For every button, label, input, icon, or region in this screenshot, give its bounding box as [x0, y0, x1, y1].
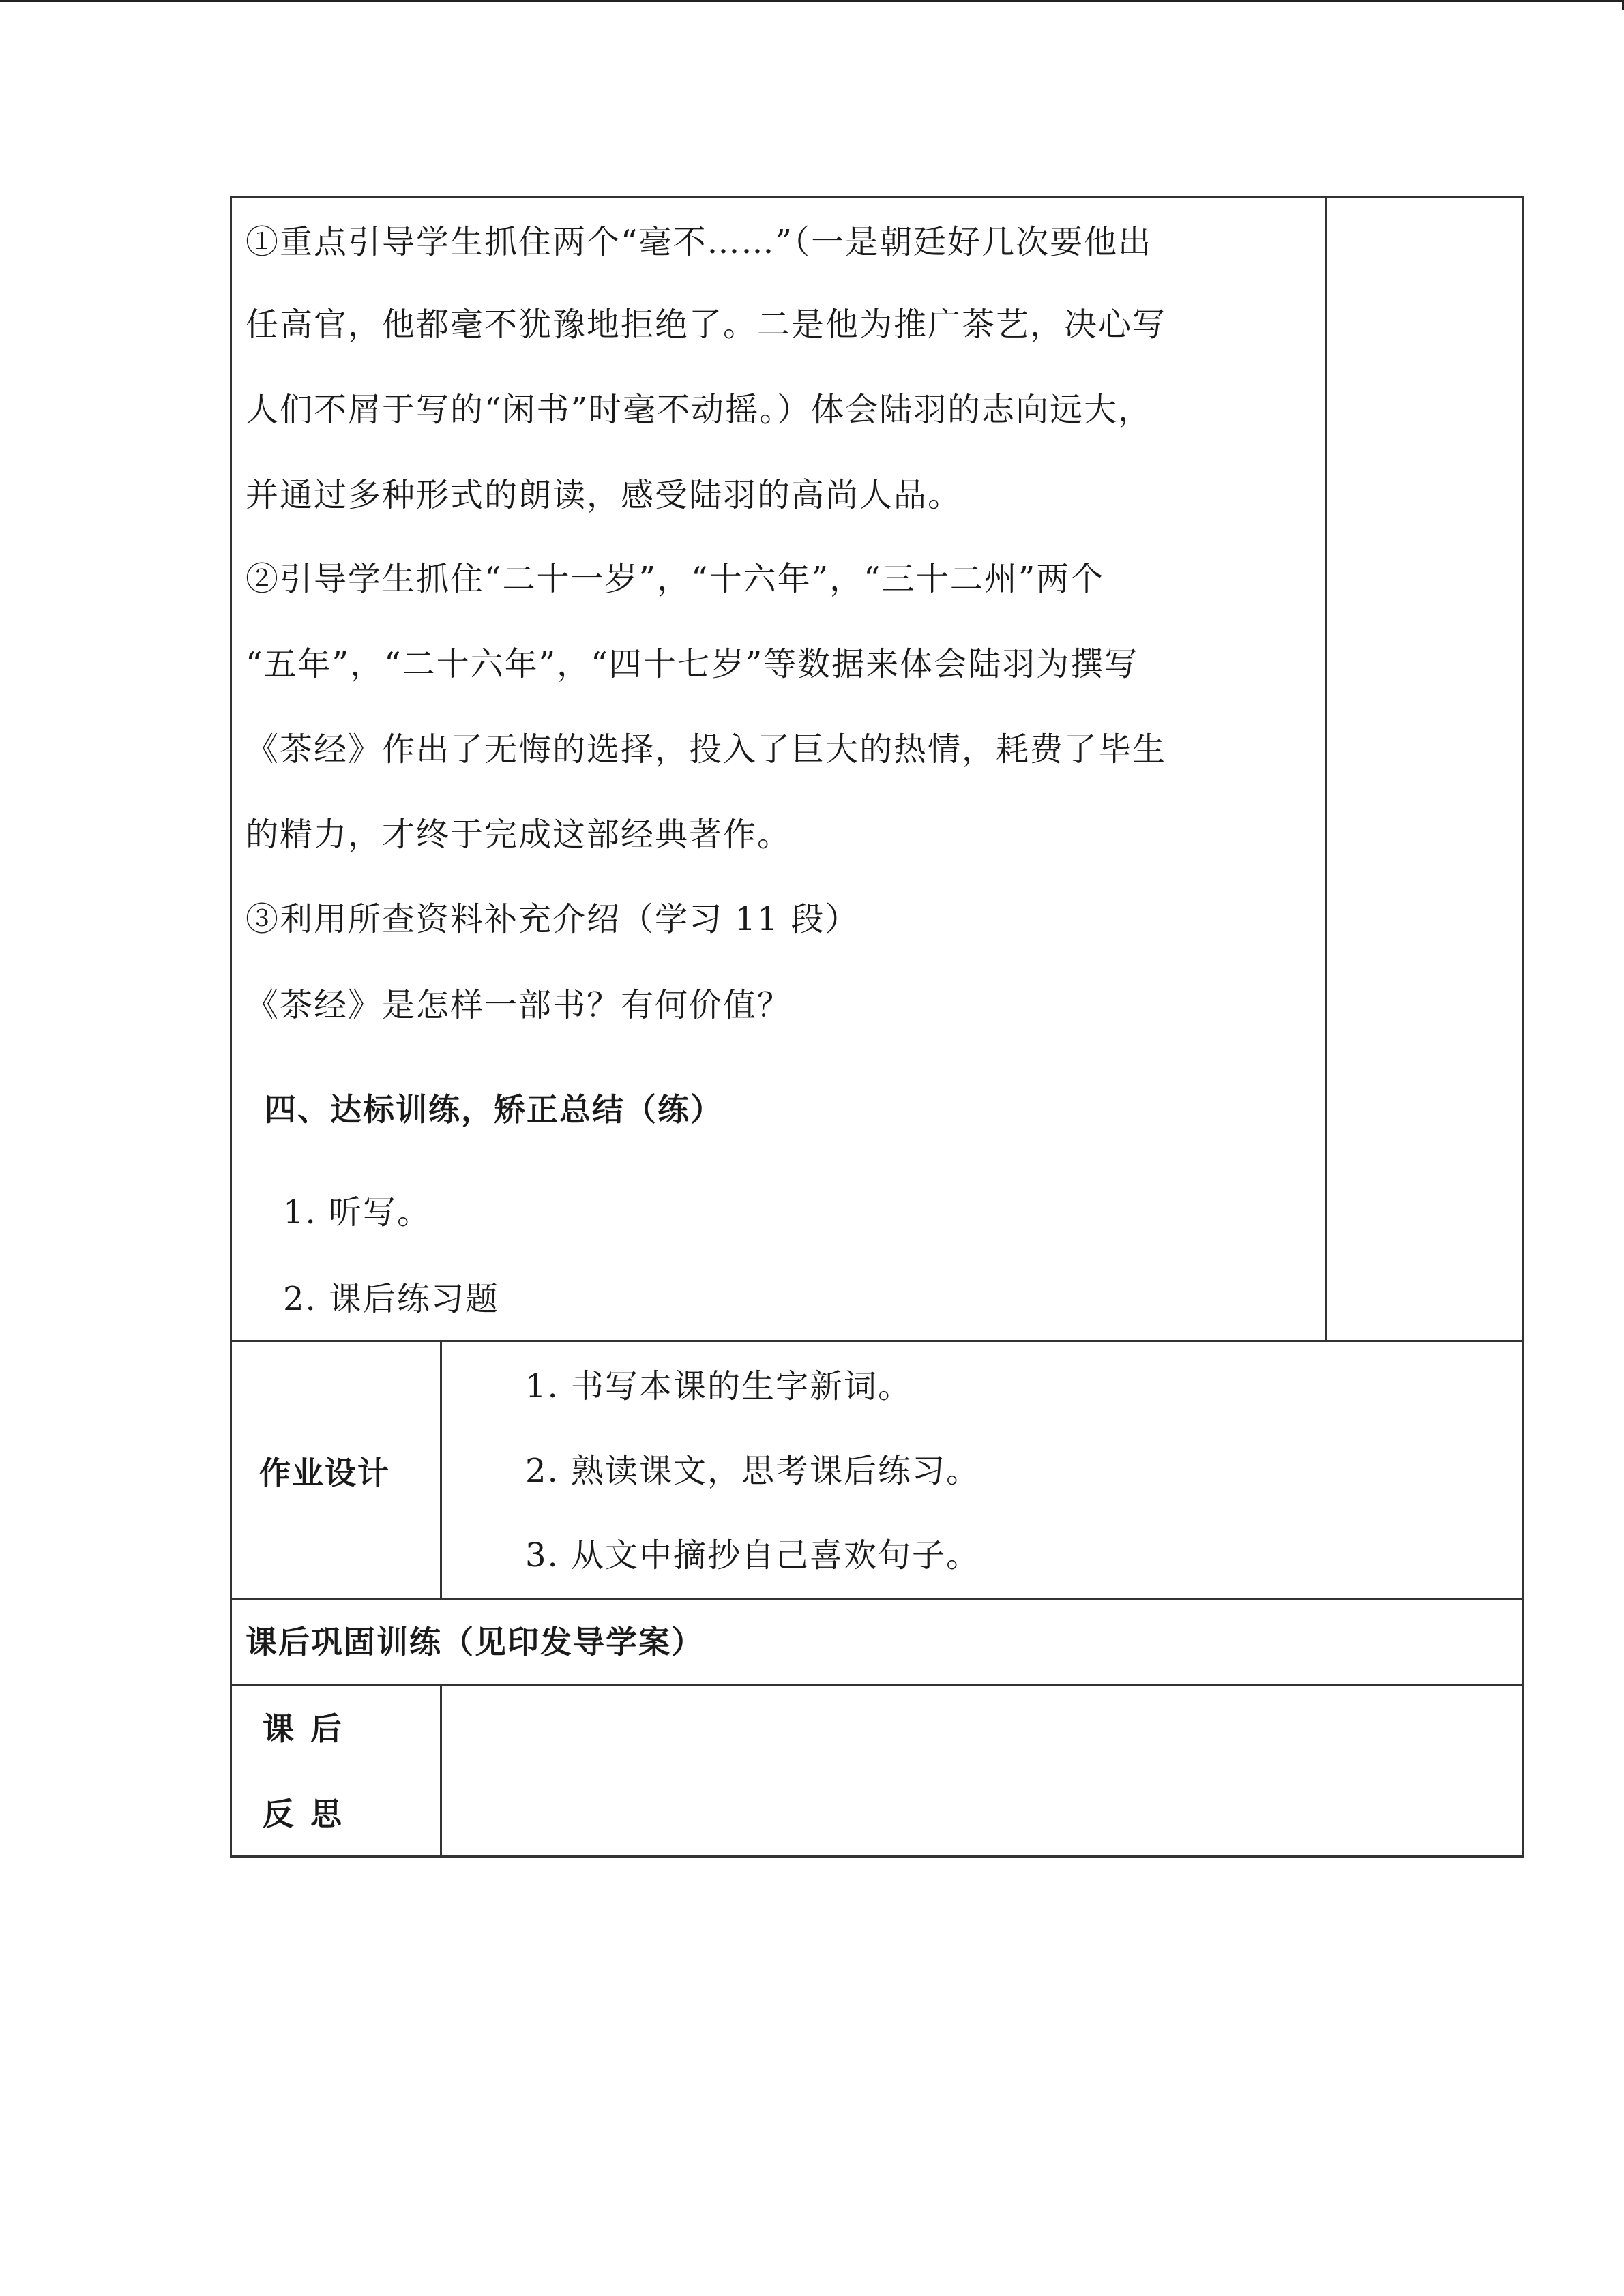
exercise-item: 1. 听写。	[283, 1193, 432, 1232]
homework-item: 3. 从文中摘抄自己喜欢句子。	[525, 1536, 981, 1575]
homework-label: 作业设计	[259, 1455, 390, 1491]
homework-item: 1. 书写本课的生字新词。	[525, 1367, 913, 1405]
homework-label-divider	[440, 1340, 442, 1598]
table-right-border	[1522, 196, 1524, 1858]
row-divider-homework	[230, 1340, 1524, 1342]
text-line: 《茶经》是怎样一部书？有何价值？	[246, 986, 792, 1024]
text-line: 人们不屑于写的“闲书”时毫不动摇。）体会陆羽的志向远大，	[246, 391, 1153, 429]
consolidation-text: 课后巩固训练（见印发导学案）	[246, 1624, 704, 1660]
text-line: 的精力，才终于完成这部经典著作。	[246, 816, 792, 854]
row-divider-reflection	[230, 1684, 1524, 1686]
page-top-border	[0, 0, 1624, 2]
text-line: 任高官，他都毫不犹豫地拒绝了。二是他为推广茶艺，决心写	[246, 305, 1167, 344]
exercise-item: 2. 课后练习题	[283, 1280, 500, 1318]
homework-item: 2. 熟读课文，思考课后练习。	[525, 1452, 981, 1490]
text-line: 《茶经》作出了无悔的选择，投入了巨大的热情，耗费了毕生	[246, 730, 1167, 769]
table-bottom-border	[230, 1855, 1524, 1858]
text-line: “五年”，“二十六年”，“四十七岁”等数据来体会陆羽为撰写	[246, 645, 1139, 683]
notes-column-divider	[1325, 196, 1327, 1342]
row-divider-consolidation	[230, 1598, 1524, 1600]
text-line: ①重点引导学生抓住两个“毫不……”（一是朝廷好几次要他出	[246, 223, 1153, 261]
reflection-label-line2: 反 思	[263, 1795, 345, 1832]
text-line: ②引导学生抓住“二十一岁”，“十六年”，“三十二州”两个	[246, 560, 1105, 598]
section-heading: 四、达标训练，矫正总结（练）	[265, 1091, 723, 1128]
text-line: 并通过多种形式的朗读，感受陆羽的高尚人品。	[246, 476, 962, 514]
text-line: ③利用所查资料补充介绍（学习 11 段）	[246, 900, 859, 938]
table-top-border	[230, 196, 1524, 198]
reflection-label-divider	[440, 1684, 442, 1858]
reflection-label-line1: 课 后	[263, 1710, 345, 1747]
table-left-border	[230, 196, 232, 1858]
